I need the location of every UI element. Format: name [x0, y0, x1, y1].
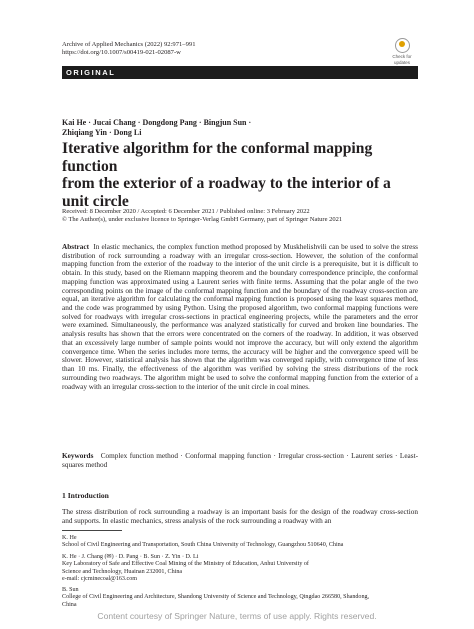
affiliation [62, 554, 418, 583]
affiliation-line: K. He [62, 535, 77, 541]
article-title [62, 140, 418, 210]
affiliation [62, 535, 418, 550]
affiliation-line: School of Civil Engineering and Transportation, South China University of Technology, Guangzhou 510640, China [62, 542, 344, 549]
courtesy-footer: Content courtesy of Springer Nature, terms of use apply. Rights reserved. [97, 611, 377, 621]
affiliation-line: College of Civil Engineering and Architecture, Shandong University of Science and Technology, Qingdao 266580, Shandong, [62, 594, 370, 601]
title-line-1: Iterative algorithm for the conformal mapping function [62, 140, 373, 175]
doi-link[interactable]: https://doi.org/10.1007/s00419-021-02087-w [62, 49, 181, 57]
author-line-1: Kai He · Jucai Chang · Dongdong Pang · Bingjun Sun · [62, 118, 252, 127]
affiliation-line: China [62, 601, 77, 608]
title-line-2: from the exterior of a roadway to the interior of a unit circle [62, 175, 391, 210]
copyright-line: © The Author(s), under exclusive licence to Springer-Verlag GmbH Germany, part of Springer Nature 2021 [62, 216, 343, 224]
affiliation-line: B. Sun [62, 587, 79, 593]
keywords-text: Complex function method · Conformal mapping function · Irregular cross-section · Laurent series · Least-squares method [62, 452, 419, 469]
check-for-updates-badge[interactable] [388, 38, 416, 65]
badge-label-2: updates [393, 60, 410, 65]
journal-citation [62, 41, 362, 58]
email-link[interactable]: e-mail: cjcminecoal@163.com [62, 575, 137, 582]
check-for-updates-icon [395, 38, 410, 53]
author-list [62, 118, 418, 138]
journal-citation-line: Archive of Applied Mechanics (2022) 92:971–991 [62, 41, 196, 48]
keywords [62, 452, 418, 469]
intro-paragraph: The stress distribution of rock surrounding a roadway is an important basis for the design of the roadway cross-section and supports. In elastic mechanics, stress analysis of the rock surrounding a roadway with an [62, 508, 418, 525]
footnote-divider [62, 530, 122, 531]
abstract-text: In elastic mechanics, the complex function method proposed by Muskhelishvili can be used to solve the stress distribution of rock surrounding a roadway with an irregular cross-section. However, the solution of the conformal mapping function from the exterior of the roadway to the interior of the unit circle is a prerequisite, but it is difficult to obtain. In this study, based on the Riemann mapping theorem and the boundary correspondence principle, the conformal mapping function was approximated using a Laurent series with finite terms. Assuming that the polar angle of the two corresponding points on the image of the conformal mapping function and the boundary of the roadway cross-section are equal, an iterative algorithm for calculating the conformal mapping function is proposed using the least squares method, and the code was programmed by using Python. Using the proposed algorithm, two conformal mapping functions were solved for roadways with irregular cross-sections in practical engineering projects, while the parameters and the error were examined. Simultaneously, the performance was analyzed statistically for curved and broken line boundaries. The analysis results has shown that the errors were concentrated on the corners of the roadway. In addition, it was observed that an excessively large number of sample points would not improve the accuracy, but will only extend the algorithm convergence time. When the series includes more terms, the accuracy will be higher and the convergence speed will be slower. However, statistical analysis has shown that the algorithm was converged rapidly, with convergence time of less than 10 ms. Finally, the effectiveness of the algorithm was verified by solving the stress distributions of the rock surrounding two roadways. The algorithm might be used to solve the conformal mapping function from the exterior of a roadway with an irregular cross-section to the interior of the unit circle in coal mines. [62, 243, 418, 391]
section-label: ORIGINAL [66, 68, 116, 77]
abstract [62, 243, 418, 391]
keywords-heading: Keywords [62, 452, 94, 460]
badge-label-1: Check for [392, 54, 412, 59]
affiliation [62, 587, 418, 609]
publication-dates [62, 208, 418, 225]
affiliation-line: Key Laboratory of Safe and Effective Coal Mining of the Ministry of Education, Anhui University of [62, 561, 309, 568]
abstract-heading: Abstract [62, 243, 89, 251]
dates-line: Received: 8 December 2020 / Accepted: 6 December 2021 / Published online: 3 February 2022 [62, 208, 310, 215]
author-line-2: Zhiqiang Yin · Dong Li [62, 128, 142, 137]
section-heading: 1 Introduction [62, 491, 109, 500]
affiliation-line: K. He · J. Chang (✉) · D. Pang · B. Sun · Z. Yin · D. Li [62, 554, 199, 560]
affiliation-line: Science and Technology, Huainan 232001, China [62, 568, 183, 575]
